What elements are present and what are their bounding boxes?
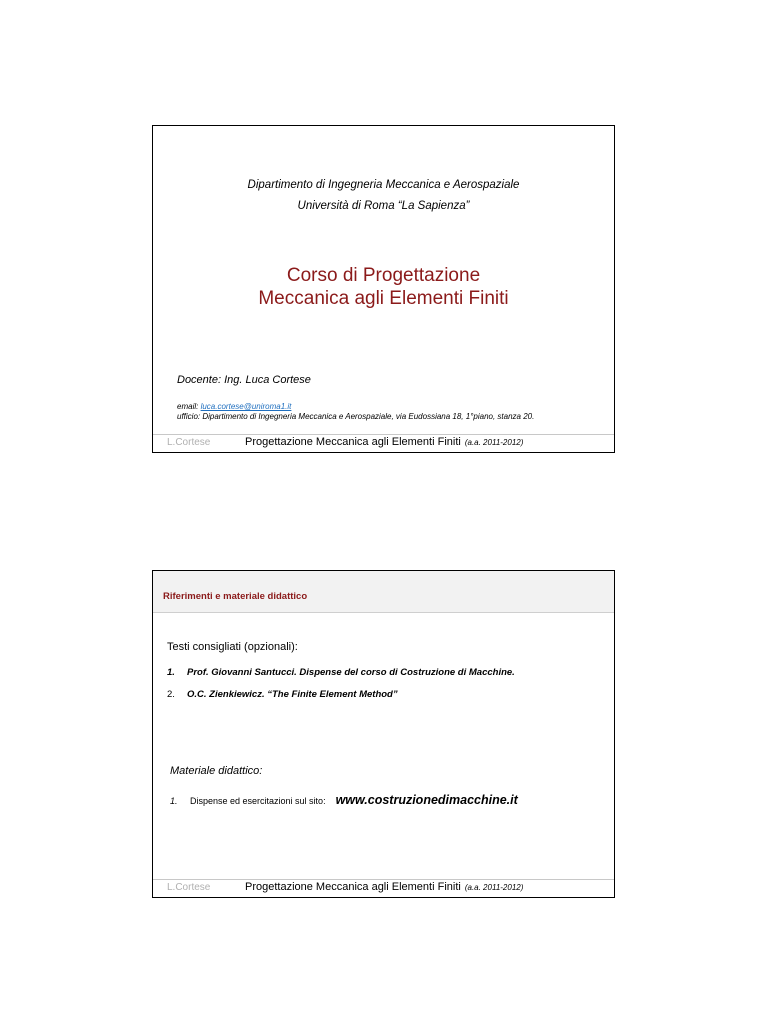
department-name: Dipartimento di Ingegneria Meccanica e Aerospaziale	[247, 179, 520, 191]
material-item	[170, 793, 518, 807]
book-item-text: O.C. Zienkiewicz. “The Finite Element Method”	[187, 689, 398, 700]
recommended-texts-label: Testi consigliati (opzionali):	[167, 641, 298, 653]
material-site-link[interactable]: www.costruzionedimacchine.it	[335, 793, 518, 807]
office-address: ufficio: Dipartimento di Ingegneria Meccanica e Aerospaziale, via Eudossiana 18, 1°piano, stanza 20.	[177, 412, 535, 421]
course-title-line-1: Corso di Progettazione	[286, 265, 481, 286]
footer-author: L.Cortese	[167, 882, 211, 893]
footer-title-text: Progettazione Meccanica agli Elementi Finiti	[245, 436, 461, 448]
footer-year: (a.a. 2011-2012)	[464, 883, 524, 892]
teacher-name: Docente: Ing. Luca Cortese	[177, 374, 311, 386]
email-label: email:	[177, 402, 199, 411]
book-item	[167, 667, 515, 678]
footer-title	[245, 436, 523, 448]
footer-author: L.Cortese	[167, 437, 211, 448]
slide-footer	[153, 879, 614, 897]
slide-2	[152, 570, 615, 898]
slide-header-title: Riferimenti e materiale didattico	[163, 591, 308, 602]
book-item-number: 1.	[167, 667, 175, 678]
teaching-material-label: Materiale didattico:	[170, 765, 263, 777]
slide-header	[153, 571, 614, 613]
slide-1	[152, 125, 615, 453]
university-name: Università di Roma “La Sapienza”	[297, 200, 470, 212]
course-title-line-2: Meccanica agli Elementi Finiti	[258, 288, 509, 309]
email-line	[177, 402, 291, 411]
book-item	[167, 689, 398, 700]
slide-footer	[153, 434, 614, 452]
book-item-number: 2.	[167, 689, 175, 700]
footer-title	[245, 881, 523, 893]
book-item-text: Prof. Giovanni Santucci. Dispense del corso di Costruzione di Macchine.	[187, 667, 515, 678]
course-title	[153, 264, 614, 310]
material-item-number: 1.	[170, 796, 178, 806]
material-item-text: Dispense ed esercitazioni sul sito:	[190, 796, 326, 806]
footer-title-text: Progettazione Meccanica agli Elementi Finiti	[245, 881, 461, 893]
footer-year: (a.a. 2011-2012)	[464, 438, 524, 447]
email-link[interactable]: luca.cortese@uniroma1.it	[200, 402, 292, 411]
